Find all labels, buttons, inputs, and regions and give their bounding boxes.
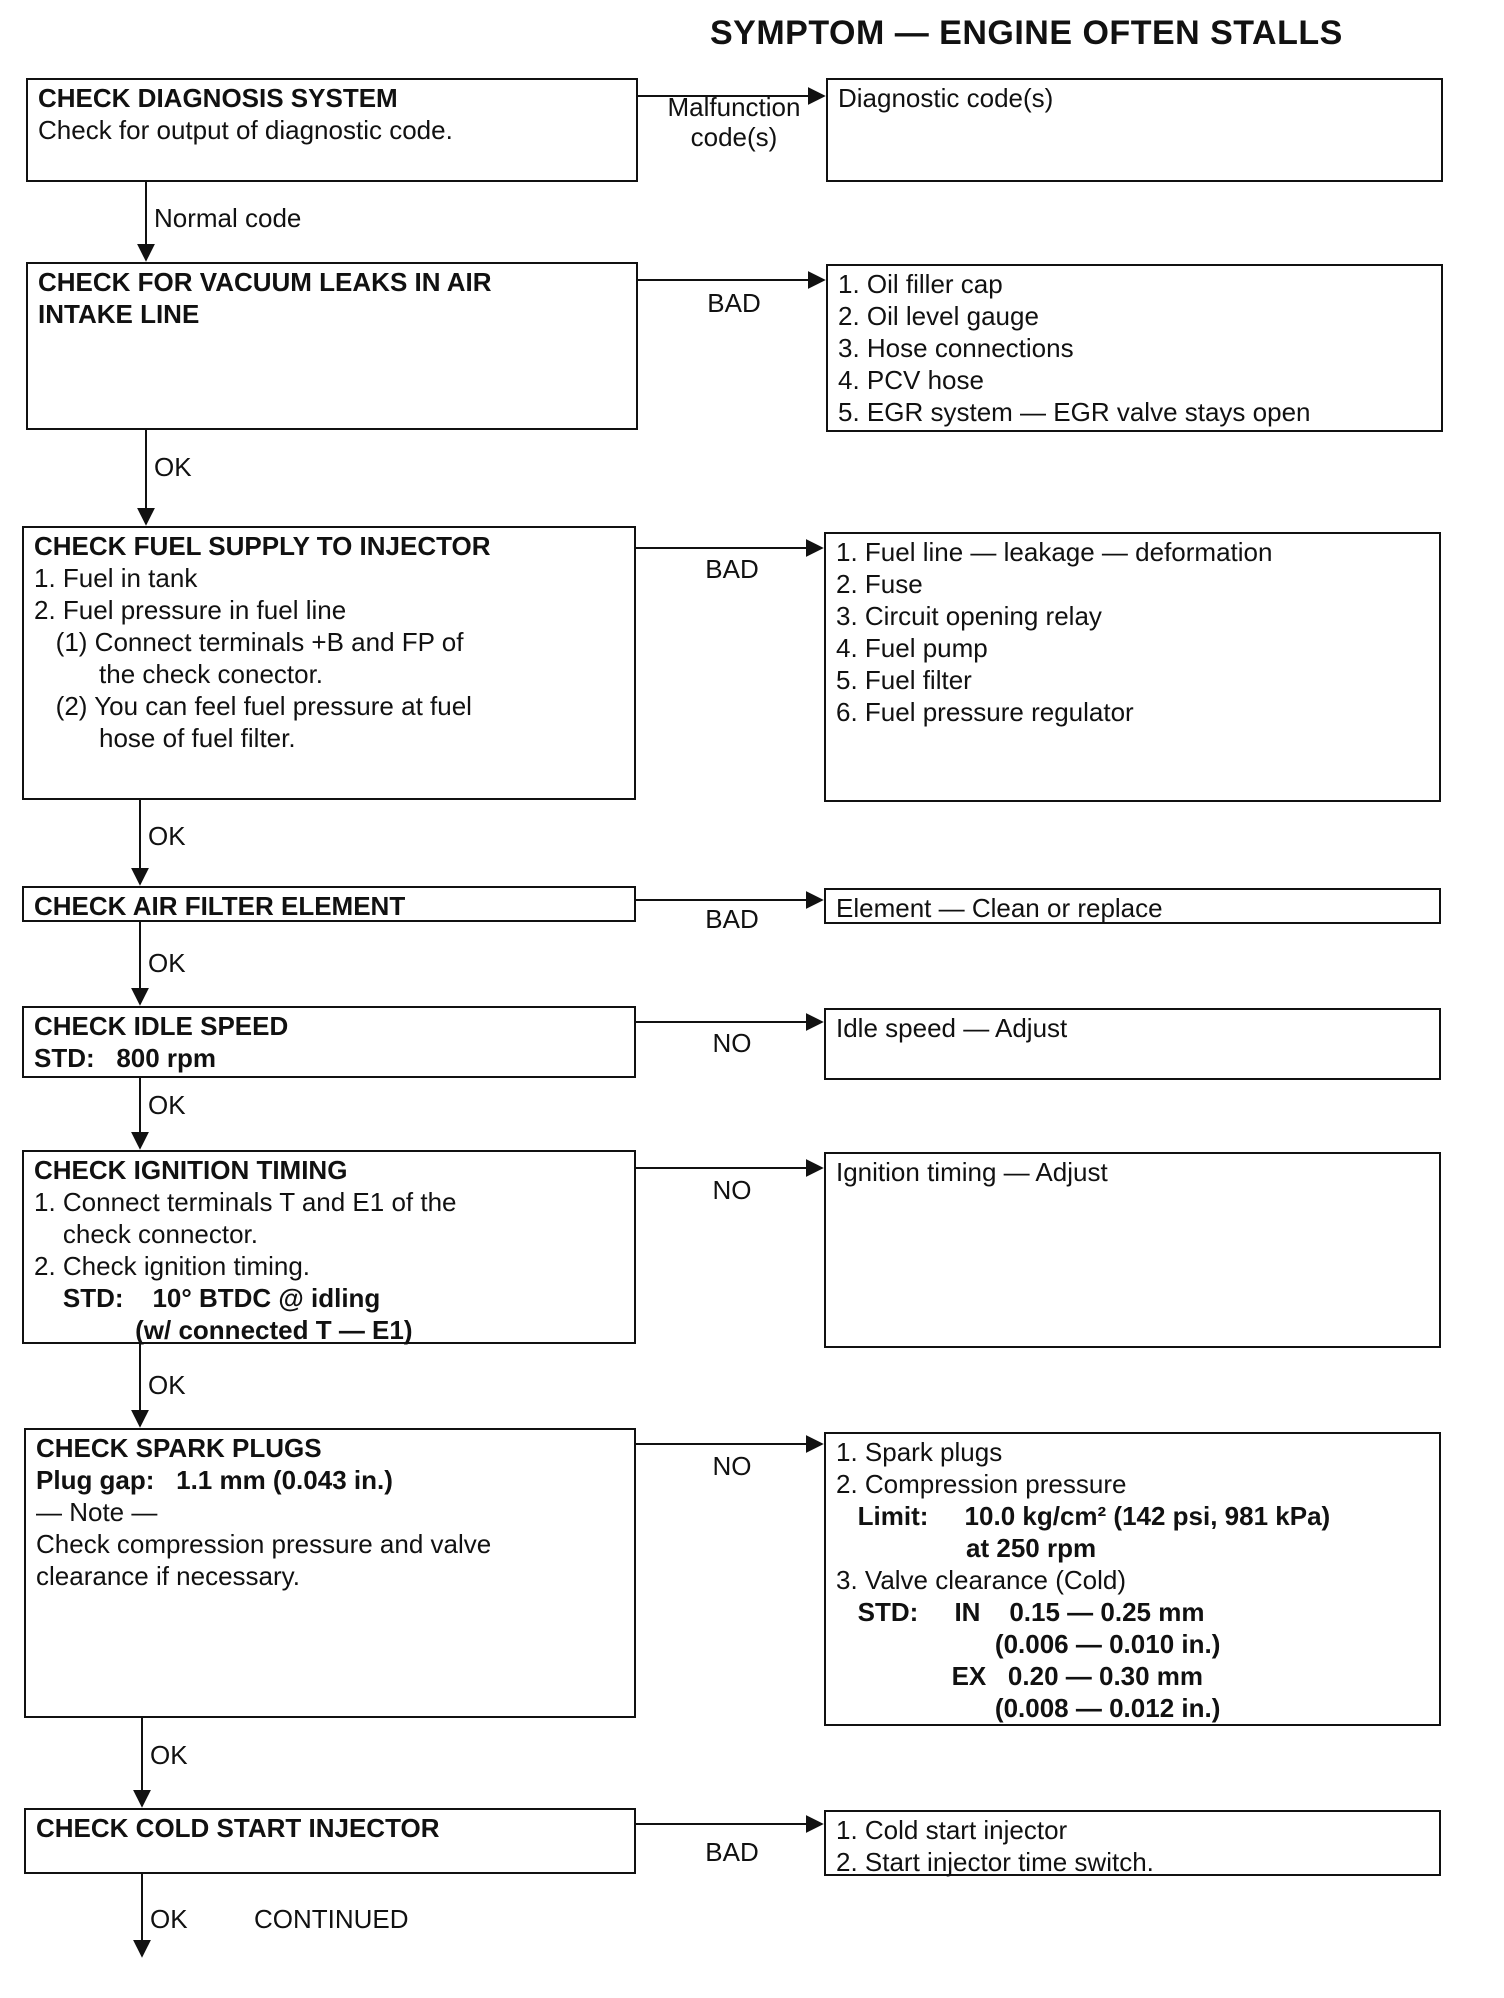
down-label: OK [148,1090,186,1120]
check-box-title: CHECK AIR FILTER ELEMENT [34,891,406,921]
check-box-line: (w/ connected T — E1) [34,1315,413,1345]
result-line: 1. Oil filler cap [838,269,1003,299]
down-label: OK [148,821,186,851]
result-line: 3. Valve clearance (Cold) [836,1565,1126,1595]
branch-label: BAD [705,554,759,584]
result-line: 4. Fuel pump [836,633,988,663]
result-line: (0.006 — 0.010 in.) [836,1629,1221,1659]
check-box-line: STD: 10° BTDC @ idling [34,1283,381,1313]
result-line: 1. Spark plugs [836,1437,1003,1467]
check-box-line: check connector. [34,1219,259,1249]
result-line: Ignition timing — Adjust [836,1157,1108,1187]
check-box-line: (2) You can feel fuel pressure at fuel [34,691,472,721]
result-line: 5. EGR system — EGR valve stays open [838,397,1311,427]
result-line: 6. Fuel pressure regulator [836,697,1134,727]
page-title: SYMPTOM — ENGINE OFTEN STALLS [710,14,1343,52]
check-box [22,526,636,800]
result-line: 3. Circuit opening relay [836,601,1102,631]
check-box-line: Check compression pressure and valve [36,1529,492,1559]
result-line: at 250 rpm [836,1533,1097,1563]
check-box-line: (1) Connect terminals +B and FP of [34,627,464,657]
result-line: Limit: 10.0 kg/cm² (142 psi, 981 kPa) [836,1501,1331,1531]
check-box-line: hose of fuel filter. [34,723,296,753]
down-label: OK [148,1370,186,1400]
result-line: 2. Start injector time switch. [836,1847,1154,1877]
result-line: EX 0.20 — 0.30 mm [836,1661,1204,1691]
branch-label: BAD [705,904,759,934]
down-label: OK [150,1904,188,1934]
check-box-line: the check conector. [34,659,324,689]
result-line: 5. Fuel filter [836,665,972,695]
result-line: (0.008 — 0.012 in.) [836,1693,1221,1723]
result-line: 2. Fuse [836,569,923,599]
check-box-title: CHECK DIAGNOSIS SYSTEM [38,83,398,113]
check-box [22,1006,636,1078]
result-line: 3. Hose connections [838,333,1074,363]
check-box-title: CHECK FOR VACUUM LEAKS IN AIR INTAKE LINE [38,267,492,329]
result-line: Element — Clean or replace [836,893,1163,923]
result-line: 2. Compression pressure [836,1469,1127,1499]
check-box [26,262,638,430]
check-box [22,1150,636,1344]
check-box-title: CHECK FUEL SUPPLY TO INJECTOR [34,531,491,561]
branch-label: NO [712,1175,752,1205]
result-box [824,1432,1441,1726]
branch-label: BAD [707,288,761,318]
result-line: Idle speed — Adjust [836,1013,1068,1043]
result-box [824,1152,1441,1348]
result-box [826,78,1443,182]
check-box [24,1428,636,1718]
result-line: Diagnostic code(s) [838,83,1054,113]
check-box-line: 1. Fuel in tank [34,563,198,593]
down-label: OK [154,452,192,482]
check-box-line: 2. Fuel pressure in fuel line [34,595,347,625]
result-box [824,1810,1441,1876]
check-box [26,78,638,182]
check-box-title: CHECK SPARK PLUGS [36,1433,322,1463]
check-box-line: Plug gap: 1.1 mm (0.043 in.) [36,1465,393,1495]
down-label: OK [148,948,186,978]
result-box [824,1008,1441,1080]
continued-label: CONTINUED [254,1904,409,1934]
check-box [22,886,636,922]
branch-label: Malfunction code(s) [667,92,801,152]
check-box-title: CHECK IDLE SPEED [34,1011,289,1041]
branch-label: NO [712,1028,752,1058]
result-box [824,888,1441,924]
check-box-line: clearance if necessary. [36,1561,300,1591]
down-label: Normal code [154,203,302,233]
check-box-title: CHECK COLD START INJECTOR [36,1813,440,1843]
result-line: 1. Cold start injector [836,1815,1068,1845]
check-box [24,1808,636,1874]
branch-label: NO [712,1451,752,1481]
result-line: 4. PCV hose [838,365,984,395]
result-line: 2. Oil level gauge [838,301,1039,331]
result-box [824,532,1441,802]
result-line: STD: IN 0.15 — 0.25 mm [836,1597,1205,1627]
check-box-line: STD: 800 rpm [34,1043,217,1073]
check-box-line: 1. Connect terminals T and E1 of the [34,1187,457,1217]
check-box-line: Check for output of diagnostic code. [38,115,453,145]
check-box-line: 2. Check ignition timing. [34,1251,311,1281]
result-box [826,264,1443,432]
result-line: 1. Fuel line — leakage — deformation [836,537,1273,567]
down-label: OK [150,1740,188,1770]
branch-label: BAD [705,1837,759,1867]
check-box-title: CHECK IGNITION TIMING [34,1155,348,1185]
check-box-line: — Note — [36,1497,158,1527]
